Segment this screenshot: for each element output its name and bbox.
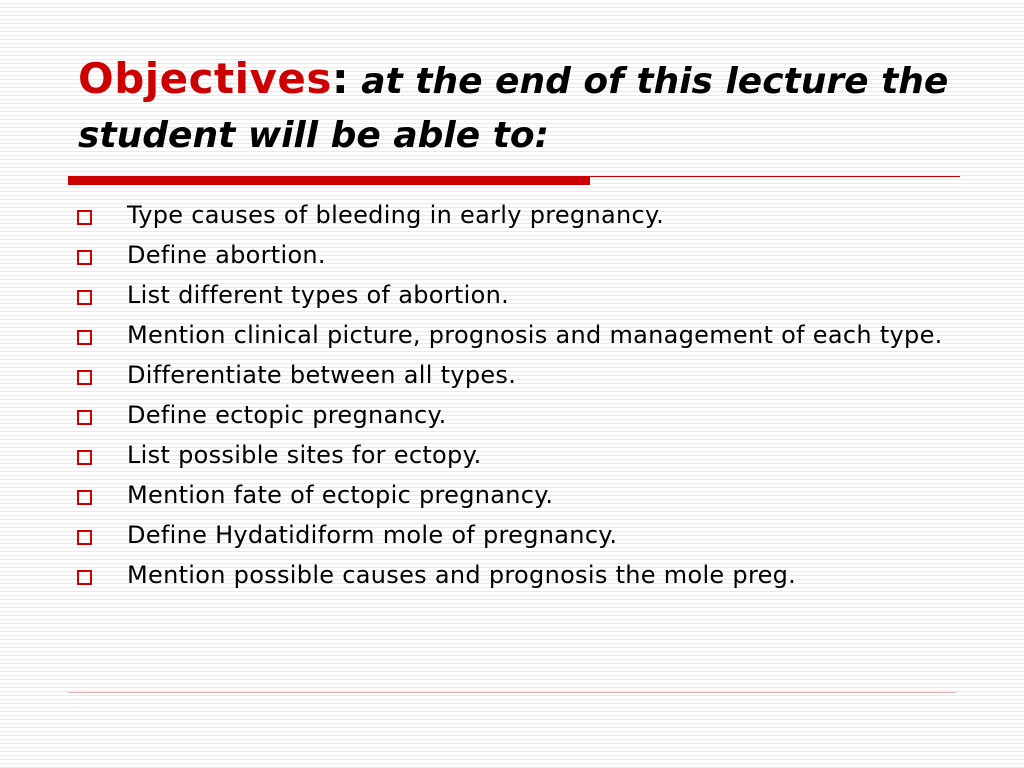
- hollow-square-icon: [77, 210, 92, 225]
- title-underline-thin: [590, 176, 960, 177]
- list-item-text: List different types of abortion.: [127, 281, 510, 309]
- list-item: [76, 320, 956, 351]
- hollow-square-icon: [77, 370, 92, 385]
- list-item: [76, 520, 956, 551]
- hollow-square-icon: [77, 530, 92, 545]
- hollow-square-icon: [77, 290, 92, 305]
- list-item: [76, 480, 956, 511]
- list-item-text: Type causes of bleeding in early pregnancy.: [127, 201, 664, 229]
- list-item-text: Define abortion.: [127, 241, 326, 269]
- list-item-text: Differentiate between all types.: [127, 361, 517, 389]
- list-item-text: Define Hydatidiform mole of pregnancy.: [127, 521, 618, 549]
- list-item: [76, 240, 956, 271]
- slide-title: [78, 52, 978, 163]
- list-item: [76, 200, 956, 231]
- hollow-square-icon: [77, 450, 92, 465]
- title-colon: :: [331, 54, 349, 103]
- list-item: [76, 560, 956, 591]
- hollow-square-icon: [77, 490, 92, 505]
- list-item: [76, 440, 956, 471]
- list-item-text: Define ectopic pregnancy.: [127, 401, 447, 429]
- objectives-list: [76, 200, 956, 600]
- list-item: [76, 360, 956, 391]
- list-item: [76, 400, 956, 431]
- hollow-square-icon: [77, 330, 92, 345]
- title-keyword: Objectives: [78, 54, 332, 103]
- list-item-text: Mention possible causes and prognosis the mole preg.: [127, 561, 797, 589]
- hollow-square-icon: [77, 570, 92, 585]
- hollow-square-icon: [77, 410, 92, 425]
- list-item-text: Mention fate of ectopic pregnancy.: [127, 481, 554, 509]
- title-subtitle: at the end of this lecture the student will be able to:: [78, 61, 949, 156]
- list-item-text: Mention clinical picture, prognosis and management of each type.: [127, 321, 943, 349]
- footer-divider: [68, 692, 956, 693]
- list-item: [76, 280, 956, 311]
- title-underline-thick: [68, 176, 590, 185]
- hollow-square-icon: [77, 250, 92, 265]
- list-item-text: List possible sites for ectopy.: [127, 441, 482, 469]
